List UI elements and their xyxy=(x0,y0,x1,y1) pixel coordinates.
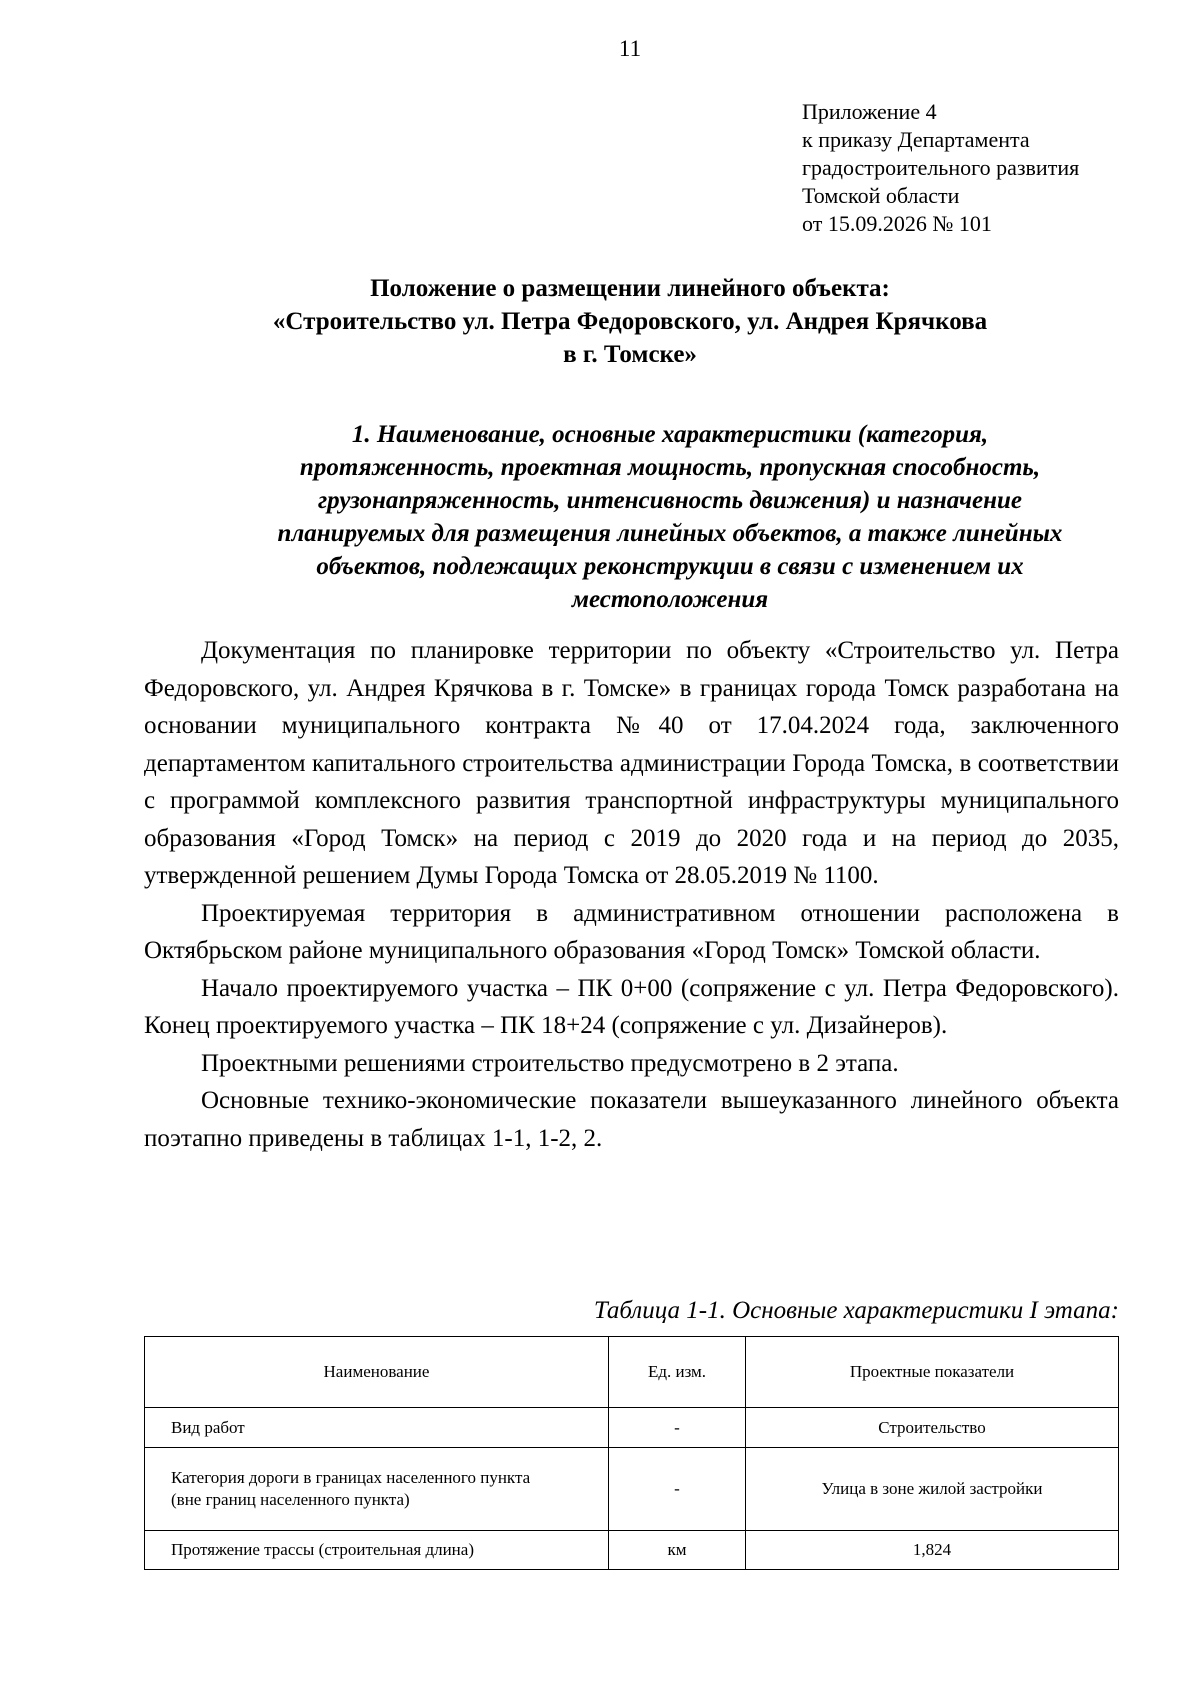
heading-line: 1. Наименование, основные характеристики (категория, xyxy=(351,421,989,448)
cell-value: Строительство xyxy=(746,1408,1119,1448)
title-line: Положение о размещении линейного объекта: xyxy=(370,275,890,302)
cell-name xyxy=(145,1448,609,1531)
table-row xyxy=(145,1448,1119,1531)
table-header-row xyxy=(145,1337,1119,1408)
heading-line: объектов, подлежащих реконструкции в связи с изменением их xyxy=(316,553,1024,580)
paragraph: Проектируемая территория в административном отношении расположена в Октябрьском районе муниципального образования «Город Томск» Томской области. xyxy=(144,899,1119,964)
document-title xyxy=(30,272,1200,371)
heading-line: местоположения xyxy=(571,586,769,613)
annex-block xyxy=(802,98,1172,238)
cell-unit: км xyxy=(609,1531,746,1570)
annex-line: градостроительного развития xyxy=(802,155,1080,180)
cell-unit: - xyxy=(609,1408,746,1448)
title-line: «Строительство ул. Петра Федоровского, ул. Андрея Крячкова xyxy=(272,308,988,335)
cell-name-line: Категория дороги в границах населенного пункта xyxy=(171,1468,531,1487)
column-header: Наименование xyxy=(145,1337,609,1408)
table-caption: Таблица 1-1. Основные характеристики I этапа: xyxy=(593,1297,1119,1324)
body-text xyxy=(144,632,1119,1157)
cell-name: Вид работ xyxy=(145,1408,609,1448)
specs-table xyxy=(144,1336,1119,1570)
heading-line: планируемых для размещения линейных объектов, а также линейных xyxy=(277,520,1063,547)
page-number: 11 xyxy=(618,36,642,61)
title-line: в г. Томске» xyxy=(563,341,697,368)
cell-value: 1,824 xyxy=(746,1531,1119,1570)
annex-line: Приложение 4 xyxy=(802,99,937,124)
paragraph: Проектными решениями строительство предусмотрено в 2 этапа. xyxy=(201,1049,899,1077)
paragraph: Начало проектируемого участка – ПК 0+00 (сопряжение с ул. Петра Федоровского). Конец проектируемого участка – ПК 18+24 (сопряжение с ул. Дизайнеров). xyxy=(144,974,1119,1039)
cell-value: Улица в зоне жилой застройки xyxy=(746,1448,1119,1531)
paragraph: Документация по планировке территории по объекту «Строительство ул. Петра Федоровского, ул. Андрея Крячкова в г. Томске» в границах города Томск разработана на основании муниципального контракта №40 от 17.04.2024 года, заключенного департаментом капитального строительства администрации Города Томска, в соответствии с программой комплексного развития транспортной инфраструктуры муниципального образования «Город Томск» на период с 2019 до 2020 года и на период до 2035, утвержденной решением Думы Города Томска от 28.05.2019 № 1100. xyxy=(144,637,1119,889)
cell-name-line: (вне границ населенного пункта) xyxy=(171,1490,410,1509)
table-row xyxy=(145,1531,1119,1570)
column-header: Ед. изм. xyxy=(609,1337,746,1408)
heading-line: грузонапряженность, интенсивность движения) и назначение xyxy=(317,487,1023,514)
annex-line: от 15.09.2026 № 101 xyxy=(802,211,992,236)
heading-line: протяженность, проектная мощность, пропускная способность, xyxy=(299,454,1041,481)
cell-unit: - xyxy=(609,1448,746,1531)
annex-line: к приказу Департамента xyxy=(802,127,1030,152)
section-heading xyxy=(215,418,1125,616)
column-header: Проектные показатели xyxy=(746,1337,1119,1408)
paragraph: Основные технико-экономические показатели вышеуказанного линейного объекта поэтапно приведены в таблицах 1-1, 1-2, 2. xyxy=(144,1087,1119,1152)
cell-name: Протяжение трассы (строительная длина) xyxy=(145,1531,609,1570)
annex-line: Томской области xyxy=(802,183,960,208)
table-row xyxy=(145,1408,1119,1448)
